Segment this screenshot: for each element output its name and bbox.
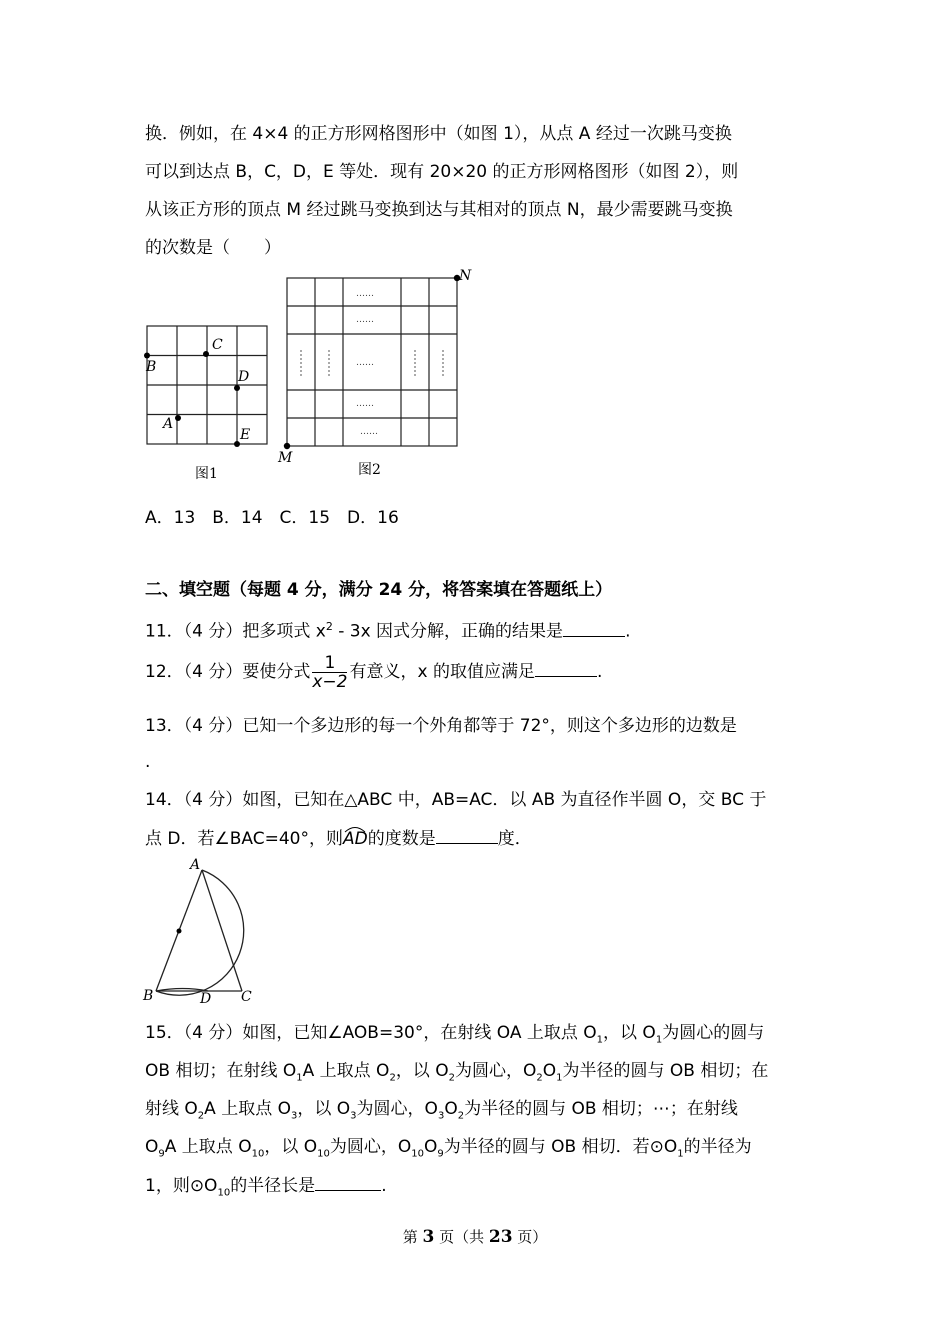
figure-2-grid xyxy=(276,266,476,488)
point-c xyxy=(203,351,209,357)
text-segment: ，以 O xyxy=(395,1061,449,1081)
q15-line5-before: 1，则⊙O xyxy=(145,1176,218,1196)
q12-end: . xyxy=(596,662,603,682)
label-d: D xyxy=(238,369,250,385)
q12-text-after: 有意义，x 的取值应满足 xyxy=(349,662,535,682)
q11-sup: 2 xyxy=(325,620,333,633)
footer-suffix: 页） xyxy=(512,1228,548,1246)
q11-end: . xyxy=(625,621,631,642)
figure-triangle-semicircle xyxy=(138,853,268,1008)
text-segment: ，以 O xyxy=(264,1137,318,1157)
point-b xyxy=(144,353,150,359)
subscript: 1 xyxy=(556,1072,563,1084)
answer-options: A．13 B．14 C．15 D．16 xyxy=(145,508,399,528)
subscript: 3 xyxy=(350,1110,357,1122)
question-14-line-2 xyxy=(145,825,532,851)
text-segment: O xyxy=(542,1061,557,1081)
label-c: C xyxy=(212,337,223,353)
q12-denominator: x−2 xyxy=(312,671,348,692)
text-segment: A 上取点 O xyxy=(164,1137,252,1157)
question-15-line-3 xyxy=(145,1097,738,1128)
text-segment: ，以 O xyxy=(603,1023,656,1043)
question-15-line-5 xyxy=(145,1172,387,1205)
question-15-line-1 xyxy=(145,1021,764,1052)
q14-end: 度． xyxy=(497,829,532,849)
label-n: N xyxy=(459,268,472,284)
text-segment: OB 相切；在射线 O xyxy=(145,1061,297,1081)
question-15-line-4 xyxy=(145,1135,752,1166)
text-segment: 为半径的圆与 OB 相切；⋯；在射线 xyxy=(464,1099,738,1119)
q11-text-after: - 3x 因式分解，正确的结果是 xyxy=(332,621,564,642)
intro-line-2: 可以到达点 B，C，D，E 等处．现有 20×20 的正方形网格图形（如图 2），则 xyxy=(145,162,739,182)
text-segment: ，以 O xyxy=(297,1099,351,1119)
subscript: 10 xyxy=(251,1148,265,1160)
subscript: 1 xyxy=(655,1034,663,1046)
text-segment: O xyxy=(423,1137,438,1157)
q15-end: . xyxy=(381,1176,387,1196)
section-title: 二、填空题（每题 4 分，满分 24 分，将答案填在答题纸上） xyxy=(145,580,613,600)
question-13-line-1: 13．（4 分）已知一个多边形的每一个外角都等于 72°，则这个多边形的边数是 xyxy=(145,716,737,736)
text-segment: 为圆心，O xyxy=(356,1099,438,1119)
q14-text-before: 点 D．若∠BAC=40°，则 xyxy=(145,829,343,849)
center-o xyxy=(177,929,182,934)
label-c: C xyxy=(241,989,252,1005)
point-d xyxy=(234,385,240,391)
label-b: B xyxy=(143,988,154,1004)
intro-line-4: 的次数是（ ） xyxy=(145,238,281,258)
dots-5: …… xyxy=(360,427,378,437)
text-segment: A 上取点 O xyxy=(302,1061,390,1081)
text-segment: 的半径为 xyxy=(683,1137,752,1157)
subscript: 2 xyxy=(197,1110,205,1122)
label-a: A xyxy=(190,857,201,873)
label-a: A xyxy=(163,416,174,432)
question-11 xyxy=(145,615,630,644)
label-e: E xyxy=(240,427,251,443)
dots-1: …… xyxy=(356,289,374,299)
text-segment: 为圆心，O xyxy=(454,1061,537,1081)
q12-answer-blank xyxy=(535,658,597,677)
footer-prefix: 第 xyxy=(402,1228,423,1246)
question-14-line-1: 14．（4 分）如图，已知在△ABC 中，AB=AC．以 AB 为直径作半圆 O，交 BC 于 xyxy=(145,790,767,810)
text-segment: 为半径的圆与 OB 相切；在 xyxy=(562,1061,769,1081)
subscript: 2 xyxy=(448,1072,455,1084)
footer-page-number: 3 xyxy=(422,1227,435,1247)
subscript: 1 xyxy=(677,1148,684,1160)
question-12 xyxy=(145,652,602,692)
subscript: 2 xyxy=(457,1110,465,1122)
dots-3: …… xyxy=(356,358,374,368)
q11-text-before: 11．（4 分）把多项式 x xyxy=(145,621,326,642)
label-m: M xyxy=(278,450,293,466)
intro-line-3: 从该正方形的顶点 M 经过跳马变换到达与其相对的顶点 N，最少需要跳马变换 xyxy=(145,200,733,220)
q12-numerator: 1 xyxy=(312,654,347,673)
text-segment: 为半径的圆与 OB 相切．若⊙O xyxy=(443,1137,678,1157)
subscript: 3 xyxy=(437,1110,445,1122)
q15-answer-blank xyxy=(315,1172,381,1191)
arc-mark-icon xyxy=(344,825,366,833)
figure-2-caption: 图2 xyxy=(358,462,381,478)
q14-text-after: 的度数是 xyxy=(367,829,436,849)
intro-line-1: 换．例如，在 4×4 的正方形网格图形中（如图 1），从点 A 经过一次跳马变换 xyxy=(145,124,732,144)
text-segment: 15．（4 分）如图，已知∠AOB=30°，在射线 OA 上取点 O xyxy=(145,1023,597,1043)
subscript: 10 xyxy=(411,1148,424,1160)
subscript: 1 xyxy=(596,1034,604,1046)
q12-fraction xyxy=(312,654,347,691)
footer-total-pages: 23 xyxy=(488,1227,513,1247)
dots-4: …… xyxy=(356,399,374,409)
q11-answer-blank xyxy=(563,618,625,637)
text-segment: 射线 O xyxy=(145,1099,198,1119)
question-15-line-2 xyxy=(145,1059,768,1090)
label-b: B xyxy=(146,359,157,375)
footer-middle: 页（共 xyxy=(434,1228,489,1246)
q15-line5-sub: 10 xyxy=(217,1187,231,1199)
figure-1-caption: 图1 xyxy=(195,466,218,482)
subscript: 1 xyxy=(296,1072,303,1084)
page-footer xyxy=(0,1226,950,1247)
subscript: 10 xyxy=(317,1148,330,1160)
q14-arc-ad xyxy=(343,829,368,849)
q14-answer-blank xyxy=(436,825,498,844)
q14-arc-label: AD xyxy=(342,829,368,849)
question-13-line-2: . xyxy=(145,752,151,772)
subscript: 2 xyxy=(389,1072,396,1084)
subscript: 9 xyxy=(437,1148,444,1160)
label-d: D xyxy=(200,991,212,1007)
subscript: 9 xyxy=(158,1148,165,1160)
text-segment: 为圆心，O xyxy=(329,1137,412,1157)
text-segment: O xyxy=(145,1137,159,1157)
q12-text-before: 12．（4 分）要使分式 xyxy=(145,662,311,682)
point-a xyxy=(175,415,181,421)
text-segment: O xyxy=(444,1099,458,1119)
figure-1-grid xyxy=(138,318,278,486)
subscript: 3 xyxy=(291,1110,298,1122)
subscript: 2 xyxy=(536,1072,543,1084)
point-m xyxy=(284,443,290,449)
dots-2: …… xyxy=(356,315,374,325)
q15-line5-after: 的半径长是 xyxy=(230,1176,316,1196)
text-segment: 为圆心的圆与 xyxy=(662,1023,765,1043)
text-segment: A 上取点 O xyxy=(204,1099,291,1119)
